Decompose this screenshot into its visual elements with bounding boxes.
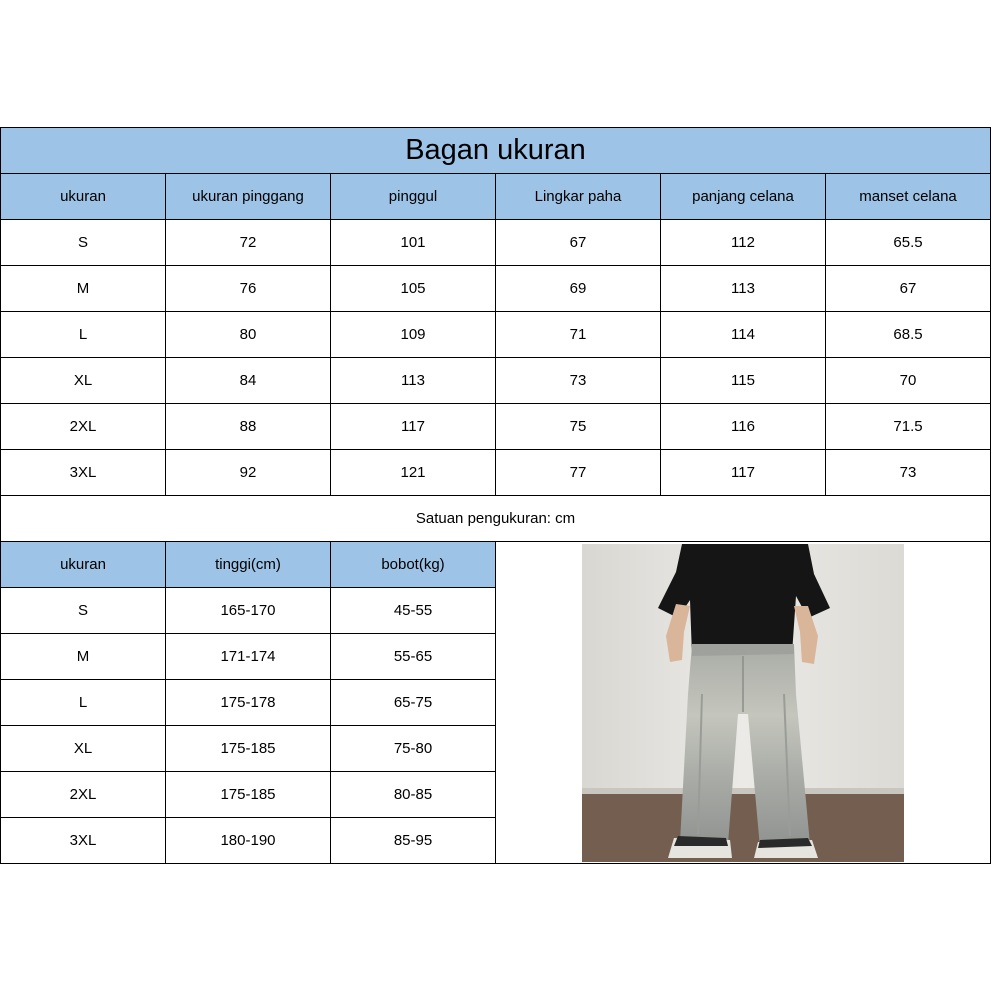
size_table-cell: 72	[165, 219, 331, 266]
size_table-cell: 65.5	[825, 219, 991, 266]
size_table-cell: 71.5	[825, 403, 991, 450]
fit_table-cell: 165-170	[165, 587, 331, 634]
size_table-cell: 88	[165, 403, 331, 450]
fit_table-cell: 3XL	[0, 817, 166, 864]
size_table-cell: 71	[495, 311, 661, 358]
fit_table-cell: XL	[0, 725, 166, 772]
size_table-cell: 77	[495, 449, 661, 496]
size_table-cell: XL	[0, 357, 166, 404]
chart-title: Bagan ukuran	[0, 127, 991, 174]
size_table-cell: 116	[660, 403, 826, 450]
fit_table-cell: 55-65	[330, 633, 496, 680]
size_table-cell: S	[0, 219, 166, 266]
size_table-cell: 3XL	[0, 449, 166, 496]
fit_table-cell: 85-95	[330, 817, 496, 864]
fit_table-cell: 180-190	[165, 817, 331, 864]
size_table-header-cell: ukuran pinggang	[165, 173, 331, 220]
size_table-cell: 121	[330, 449, 496, 496]
fit_table-cell: 175-185	[165, 771, 331, 818]
unit-note: Satuan pengukuran: cm	[0, 495, 991, 542]
size_table-cell: 113	[660, 265, 826, 312]
size_table-header-cell: Lingkar paha	[495, 173, 661, 220]
size_table-cell: 113	[330, 357, 496, 404]
size_table-cell: 70	[825, 357, 991, 404]
photo-cell	[495, 541, 991, 864]
size_table-cell: 76	[165, 265, 331, 312]
size_table-cell: 68.5	[825, 311, 991, 358]
size_table-header-cell: panjang celana	[660, 173, 826, 220]
model-wide-leg-jeans-icon	[582, 544, 904, 862]
fit_table-header-cell: tinggi(cm)	[165, 541, 331, 588]
size_table-cell: 69	[495, 265, 661, 312]
size_table-cell: 73	[825, 449, 991, 496]
size_table-cell: 67	[495, 219, 661, 266]
fit_table-cell: 80-85	[330, 771, 496, 818]
fit_table-cell: 175-178	[165, 679, 331, 726]
size_table-cell: M	[0, 265, 166, 312]
fit_table-cell: 75-80	[330, 725, 496, 772]
size_table-cell: 101	[330, 219, 496, 266]
size_table-cell: 114	[660, 311, 826, 358]
size_table-cell: L	[0, 311, 166, 358]
size_table-cell: 84	[165, 357, 331, 404]
fit_table-cell: M	[0, 633, 166, 680]
fit_table-cell: 45-55	[330, 587, 496, 634]
size_table-cell: 75	[495, 403, 661, 450]
fit_table-header-cell: ukuran	[0, 541, 166, 588]
size_table-cell: 67	[825, 265, 991, 312]
size_table-cell: 112	[660, 219, 826, 266]
size_table-cell: 117	[660, 449, 826, 496]
size_table-cell: 105	[330, 265, 496, 312]
size_table-cell: 109	[330, 311, 496, 358]
size_table-cell: 2XL	[0, 403, 166, 450]
model-photo	[582, 544, 904, 862]
fit_table-cell: S	[0, 587, 166, 634]
fit_table-cell: 65-75	[330, 679, 496, 726]
size_table-header-cell: pinggul	[330, 173, 496, 220]
size_table-cell: 117	[330, 403, 496, 450]
fit_table-header-cell: bobot(kg)	[330, 541, 496, 588]
fit_table-cell: L	[0, 679, 166, 726]
size_table-cell: 80	[165, 311, 331, 358]
size_table-cell: 92	[165, 449, 331, 496]
size_table-cell: 73	[495, 357, 661, 404]
fit_table-cell: 2XL	[0, 771, 166, 818]
size_table-cell: 115	[660, 357, 826, 404]
fit_table-cell: 175-185	[165, 725, 331, 772]
size_table-header-cell: manset celana	[825, 173, 991, 220]
size_table-header-cell: ukuran	[0, 173, 166, 220]
fit_table-cell: 171-174	[165, 633, 331, 680]
